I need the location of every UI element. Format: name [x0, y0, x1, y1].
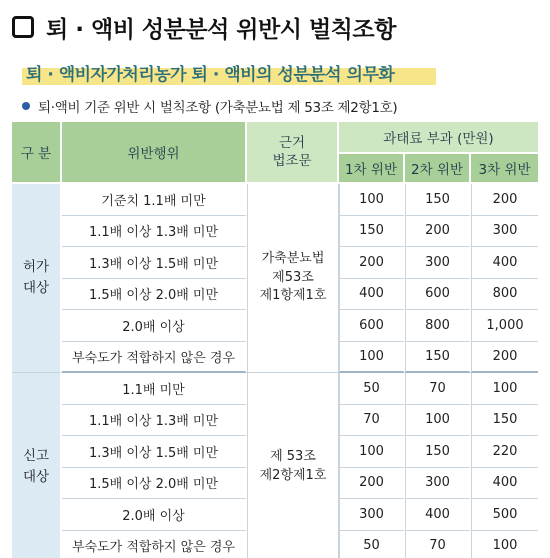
page-title: 퇴 · 액비 성분분석 위반시 벌칙조항 [46, 16, 396, 43]
bullet-dot-icon [22, 102, 30, 110]
fine-second-cell: 100 [405, 405, 471, 437]
fine-third-cell: 400 [471, 468, 538, 500]
fine-third-cell: 300 [471, 216, 538, 248]
header-third-violation: 3차 위반 [471, 154, 538, 184]
fine-first-cell: 300 [339, 499, 405, 531]
header-law-text: 근거 법조문 [272, 134, 312, 169]
law-cell: 가축분뇨법 제53조 제1항제1호 [247, 184, 339, 373]
header-violation: 위반행위 [62, 122, 247, 184]
violation-cell: 부숙도가 적합하지 않은 경우 [62, 342, 247, 374]
fine-second-cell: 150 [405, 436, 471, 468]
violation-cell: 기준치 1.1배 미만 [62, 184, 247, 216]
fine-third-cell: 500 [471, 499, 538, 531]
header-law [247, 122, 339, 184]
fine-first-cell: 70 [339, 405, 405, 437]
title-row [12, 10, 396, 44]
header-fine-group: 과태료 부과 (만원) [339, 122, 538, 154]
violation-cell: 1.3배 이상 1.5배 미만 [62, 247, 247, 279]
fine-third-cell: 200 [471, 184, 538, 216]
violation-cell: 1.5배 이상 2.0배 미만 [62, 279, 247, 311]
table-row [12, 184, 538, 216]
fine-third-cell: 100 [471, 531, 538, 558]
subtitle: 퇴 · 액비자가처리농가 퇴 · 액비의 성분분석 의무화 [26, 65, 395, 85]
fine-second-cell: 300 [405, 468, 471, 500]
violation-cell: 1.1배 이상 1.3배 미만 [62, 216, 247, 248]
table-row [12, 373, 538, 405]
violation-cell: 1.5배 이상 2.0배 미만 [62, 468, 247, 500]
fine-second-cell: 600 [405, 279, 471, 311]
fine-second-cell: 70 [405, 531, 471, 558]
fine-third-cell: 400 [471, 247, 538, 279]
fine-first-cell: 100 [339, 342, 405, 374]
checkbox-icon [12, 16, 34, 38]
fine-second-cell: 400 [405, 499, 471, 531]
fine-third-cell: 150 [471, 405, 538, 437]
fine-second-cell: 70 [405, 373, 471, 405]
fine-second-cell: 800 [405, 310, 471, 342]
header-second-violation: 2차 위반 [405, 154, 471, 184]
fine-first-cell: 100 [339, 184, 405, 216]
fine-first-cell: 200 [339, 247, 405, 279]
violation-cell: 1.1배 이상 1.3배 미만 [62, 405, 247, 437]
violation-cell: 1.3배 이상 1.5배 미만 [62, 436, 247, 468]
fine-second-cell: 200 [405, 216, 471, 248]
fine-first-cell: 600 [339, 310, 405, 342]
header-first-violation: 1차 위반 [339, 154, 405, 184]
violation-cell: 2.0배 이상 [62, 310, 247, 342]
fine-first-cell: 50 [339, 373, 405, 405]
header-category: 구 분 [12, 122, 62, 184]
fine-first-cell: 50 [339, 531, 405, 558]
violation-cell: 1.1배 미만 [62, 373, 247, 405]
fine-third-cell: 200 [471, 342, 538, 374]
fine-third-cell: 220 [471, 436, 538, 468]
subtitle-block [22, 58, 452, 86]
bullet-row [22, 96, 397, 116]
category-cell: 신고 대상 [12, 373, 62, 558]
fine-second-cell: 300 [405, 247, 471, 279]
fine-first-cell: 150 [339, 216, 405, 248]
fine-third-cell: 800 [471, 279, 538, 311]
law-cell: 제 53조 제2항제1호 [247, 373, 339, 558]
bullet-text: 퇴·액비 기준 위반 시 벌칙조항 (가축분뇨법 제 53조 제2항1호) [38, 100, 398, 116]
fine-first-cell: 200 [339, 468, 405, 500]
violation-cell: 2.0배 이상 [62, 499, 247, 531]
fine-first-cell: 100 [339, 436, 405, 468]
fine-third-cell: 1,000 [471, 310, 538, 342]
fine-second-cell: 150 [405, 184, 471, 216]
fine-third-cell: 100 [471, 373, 538, 405]
penalty-table [12, 122, 538, 558]
fine-first-cell: 400 [339, 279, 405, 311]
violation-cell: 부숙도가 적합하지 않은 경우 [62, 531, 247, 558]
fine-second-cell: 150 [405, 342, 471, 374]
category-cell: 허가 대상 [12, 184, 62, 373]
table-body [12, 184, 538, 558]
